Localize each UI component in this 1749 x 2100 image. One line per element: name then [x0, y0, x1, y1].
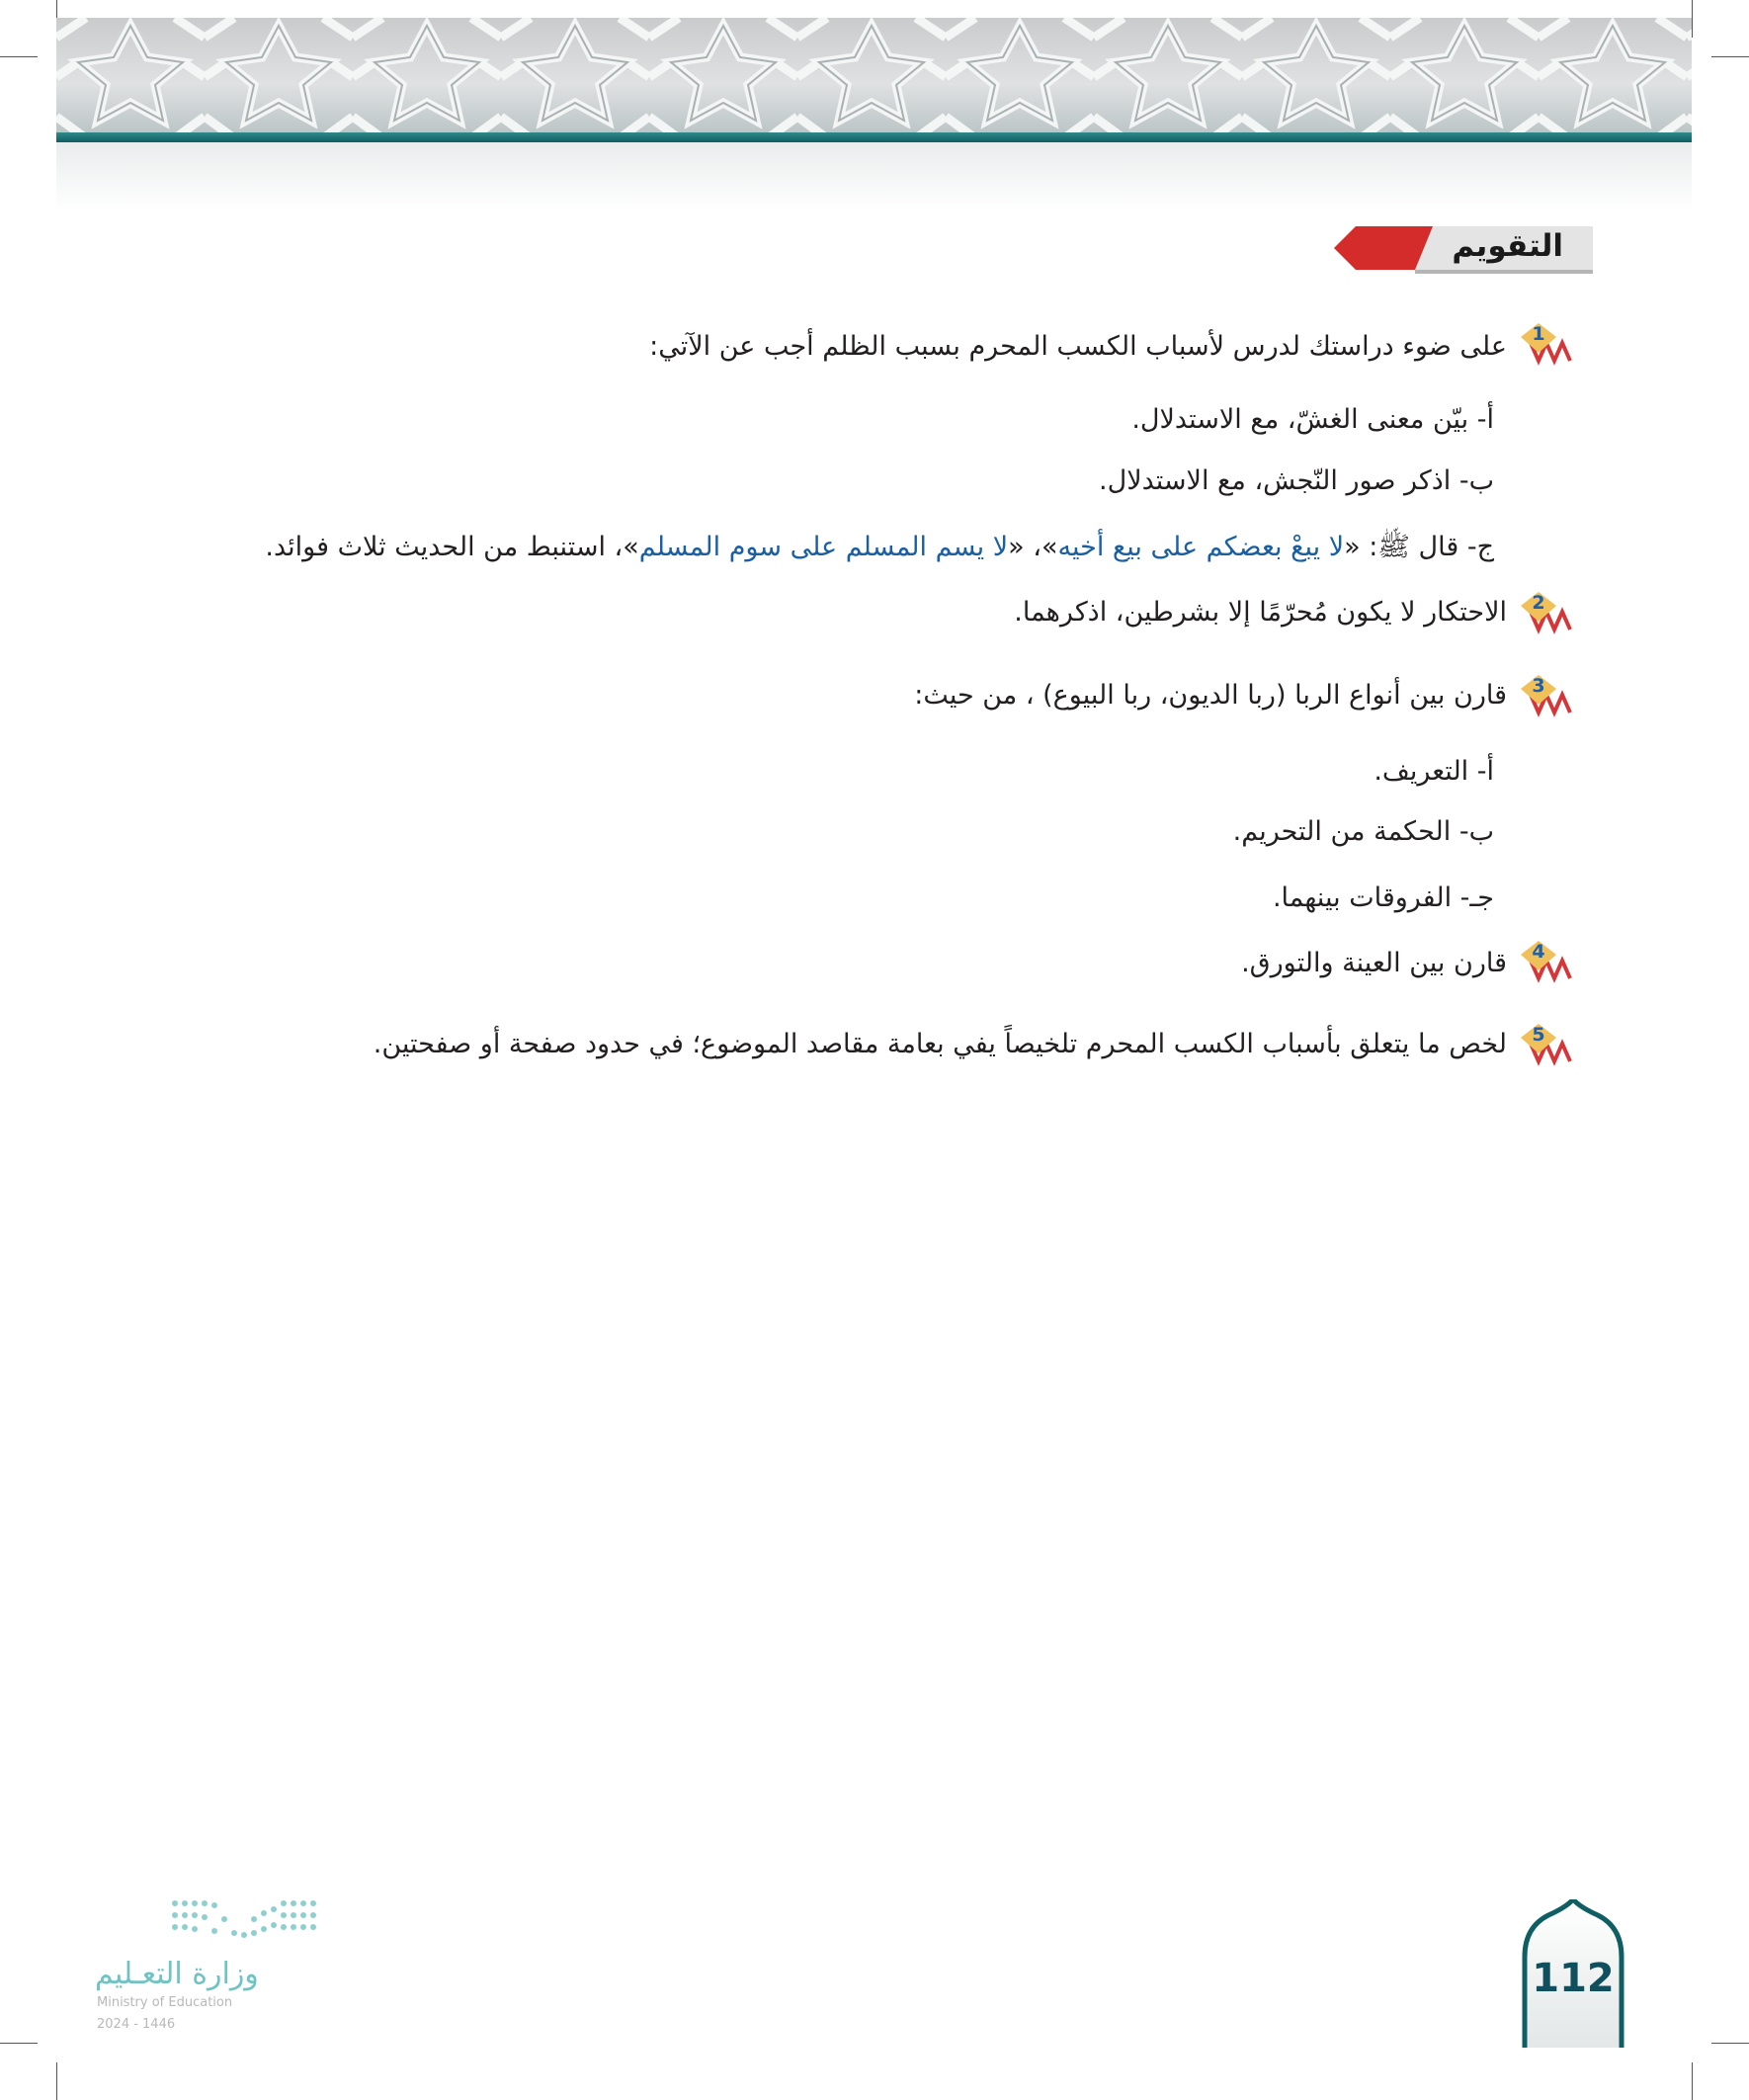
question-1-item-b: ب- اذكر صور النّجش، مع الاستدلال. — [1099, 465, 1494, 496]
crop-mark — [0, 56, 38, 57]
question-5: لخص ما يتعلق بأسباب الكسب المحرم تلخيصاً يفي بعامة مقاصد الموضوع؛ في حدود صفحة أو صفحتين. — [373, 1029, 1507, 1059]
question-number-icon: 2 — [1517, 590, 1574, 635]
question-number-icon: 1 — [1517, 321, 1574, 367]
crop-mark — [56, 2062, 57, 2100]
edition-year: 2024 - 1446 — [97, 2017, 176, 2032]
ministry-name-en: Ministry of Education — [97, 1995, 233, 2010]
question-1: على ضوء دراستك لدرس لأسباب الكسب المحرم بسبب الظلم أجب عن الآتي: — [649, 331, 1507, 362]
section-title: التقويم — [1452, 228, 1563, 264]
question-3-item-c: جـ- الفروقات بينهما. — [1272, 882, 1494, 913]
question-1-item-c: ج- قال ﷺ: «لا يبعْ بعضكم على بيع أخيه»، «لا يسم المسلم على سوم المسلم»، استنبط من الحديث ثلاث فوائد. — [265, 532, 1494, 562]
question-number-icon: 5 — [1517, 1022, 1574, 1067]
question-3: قارن بين أنواع الربا (ربا الديون، ربا البيوع) ، من حيث: — [914, 680, 1507, 711]
header-shadow — [56, 142, 1692, 211]
hadith-text: لا يسم المسلم على سوم المسلم — [638, 532, 1009, 562]
page-number: 112 — [1532, 1956, 1615, 2001]
header-banner — [56, 18, 1692, 138]
question-number-icon: 4 — [1517, 939, 1574, 984]
question-3-item-a: أ- التعريف. — [1374, 756, 1494, 787]
question-number-icon: 3 — [1517, 673, 1574, 718]
crop-mark — [0, 2043, 38, 2044]
crop-mark — [1692, 2062, 1693, 2100]
section-tag — [1334, 222, 1593, 274]
ministry-logo-dots-icon — [169, 1895, 327, 1947]
ministry-logo — [95, 1895, 332, 2044]
crop-mark — [1711, 2043, 1749, 2044]
crop-mark — [1692, 0, 1693, 38]
question-2: الاحتكار لا يكون مُحرّمًا إلا بشرطين، اذكرهما. — [1014, 597, 1507, 628]
crop-mark — [1711, 56, 1749, 57]
question-3-item-b: ب- الحكمة من التحريم. — [1232, 816, 1494, 847]
page-number-badge — [1519, 1899, 1627, 2048]
question-4: قارن بين العينة والتورق. — [1241, 948, 1507, 978]
header-rule — [56, 132, 1692, 142]
ministry-name-ar: وزارة التعـليم — [95, 1957, 259, 1991]
hadith-text: لا يبعْ بعضكم على بيع أخيه — [1057, 532, 1345, 562]
question-1-item-a: أ- بيّن معنى الغشّ، مع الاستدلال. — [1131, 404, 1494, 435]
